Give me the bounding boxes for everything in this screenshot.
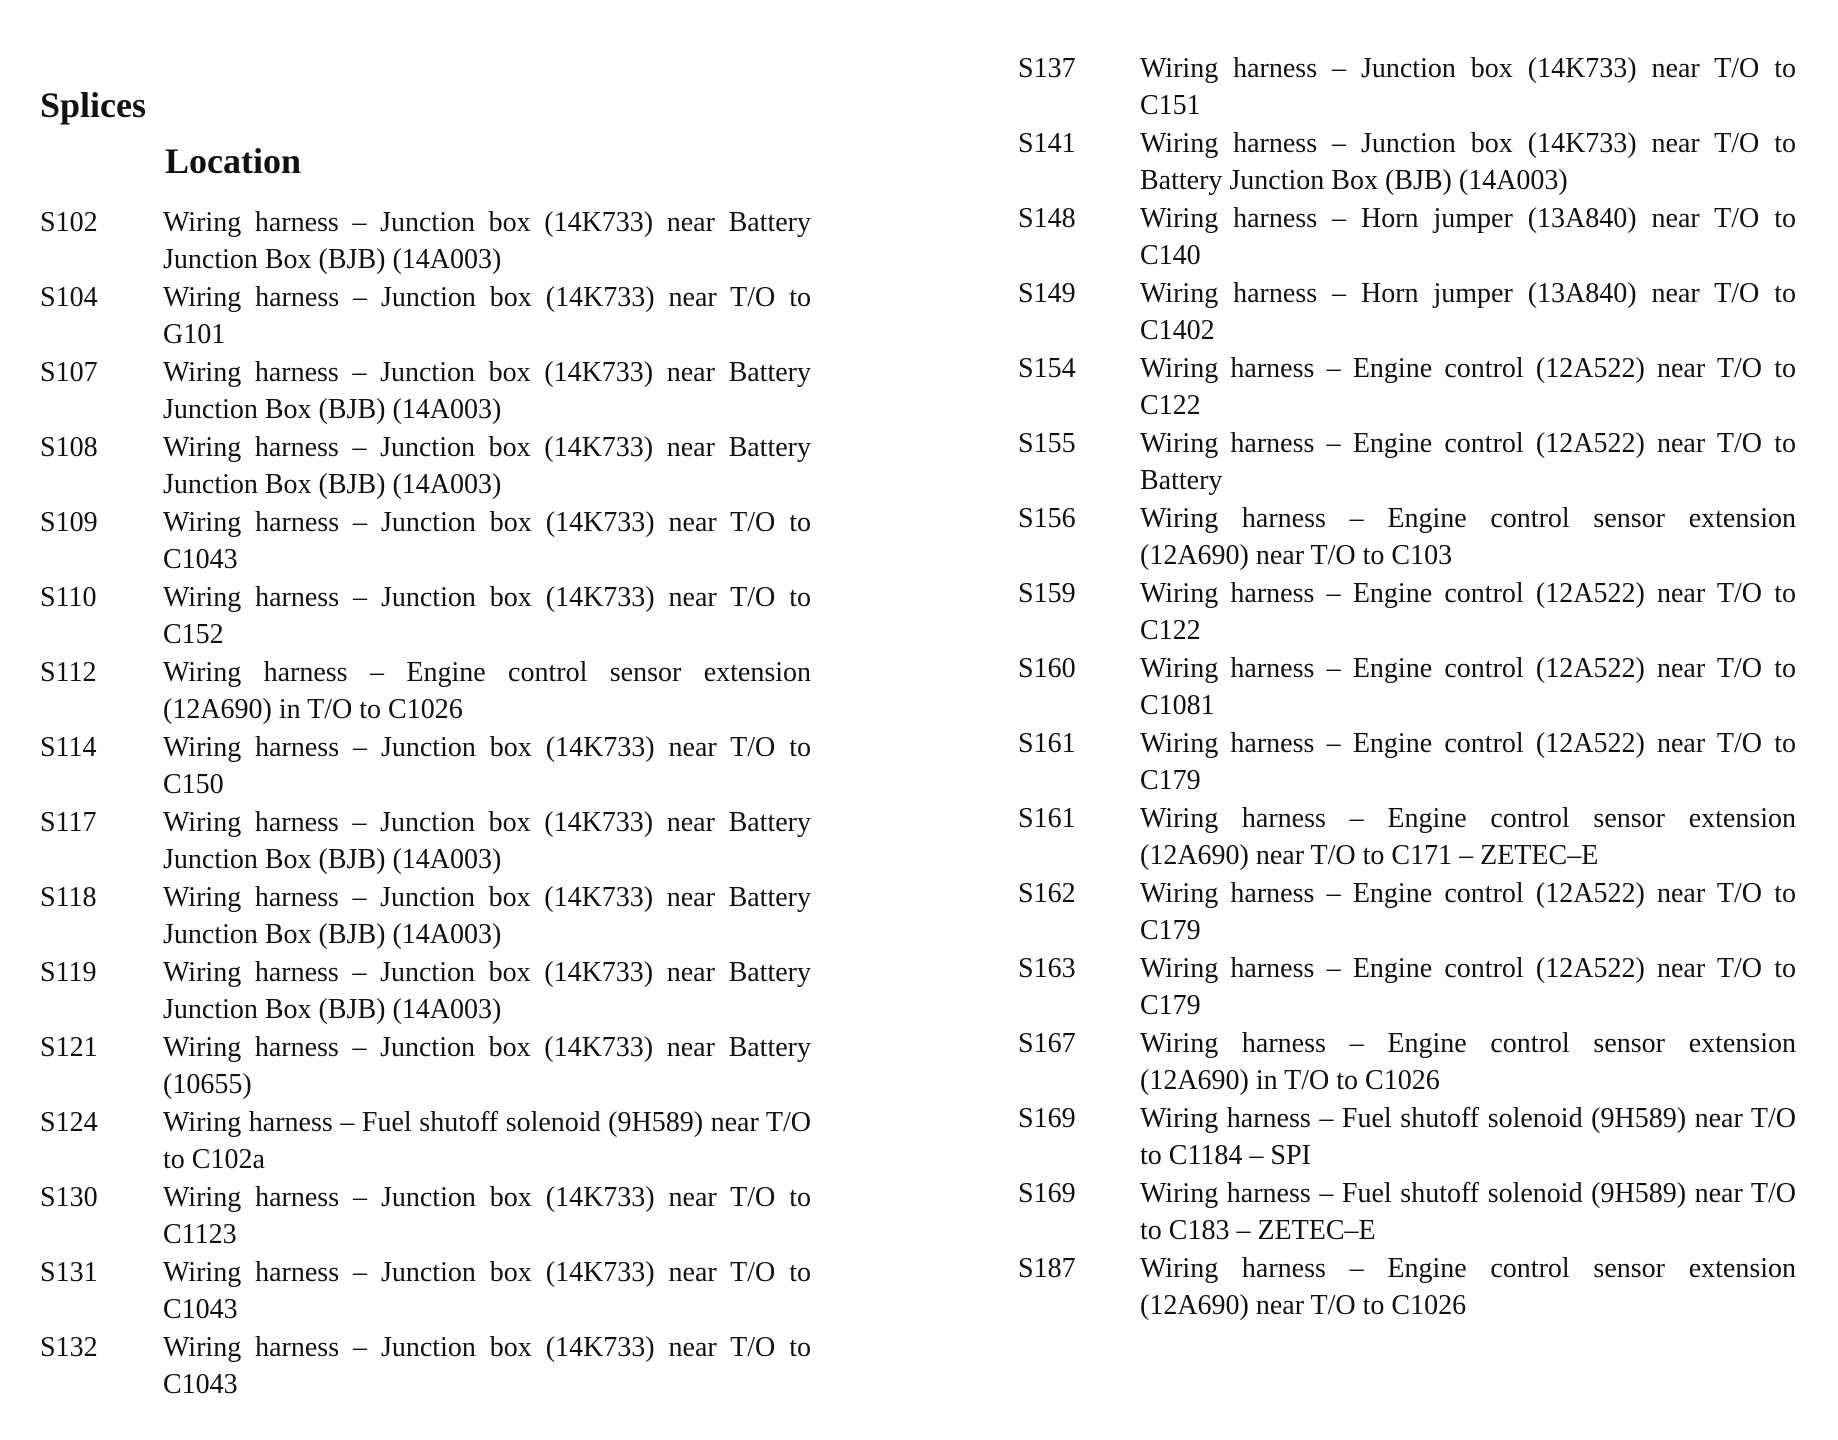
splice-location: Wiring harness – Engine control sensor extension (12A690) near T/O to C171 – ZETEC–E bbox=[1140, 803, 1796, 871]
splice-location: Wiring harness – Junction box (14K733) near Battery Junction Box (BJB) (14A003) bbox=[163, 882, 811, 950]
splice-entry bbox=[1018, 575, 1798, 650]
splice-location: Wiring harness – Junction box (14K733) near Battery (10655) bbox=[163, 1032, 811, 1100]
splice-location: Wiring harness – Engine control sensor extension (12A690) in T/O to C1026 bbox=[163, 657, 811, 725]
splice-entry bbox=[40, 1254, 860, 1329]
splice-entry bbox=[1018, 1175, 1798, 1250]
splice-code: S104 bbox=[40, 282, 98, 313]
splice-entry bbox=[1018, 1100, 1798, 1175]
splice-code: S112 bbox=[40, 657, 97, 688]
splice-code: S156 bbox=[1018, 503, 1076, 534]
left-splice-list bbox=[40, 204, 860, 1404]
splice-location: Wiring harness – Engine control (12A522) near T/O to C122 bbox=[1140, 353, 1796, 421]
splice-entry bbox=[40, 429, 860, 504]
splice-entry bbox=[1018, 875, 1798, 950]
splice-location: Wiring harness – Junction box (14K733) near T/O to G101 bbox=[163, 282, 811, 350]
splice-entry bbox=[40, 804, 860, 879]
splice-entry bbox=[40, 204, 860, 279]
splice-code: S169 bbox=[1018, 1103, 1076, 1134]
splice-location: Wiring harness – Junction box (14K733) near Battery Junction Box (BJB) (14A003) bbox=[163, 432, 811, 500]
splice-code: S169 bbox=[1018, 1178, 1076, 1209]
splice-location: Wiring harness – Horn jumper (13A840) near T/O to C140 bbox=[1140, 203, 1796, 271]
splice-location: Wiring harness – Junction box (14K733) near T/O to C1043 bbox=[163, 1332, 811, 1400]
splice-code: S161 bbox=[1018, 728, 1076, 759]
splice-location: Wiring harness – Engine control (12A522) near T/O to Battery bbox=[1140, 428, 1796, 496]
splice-code: S109 bbox=[40, 507, 98, 538]
splice-location: Wiring harness – Junction box (14K733) near T/O to C1043 bbox=[163, 1257, 811, 1325]
splice-location: Wiring harness – Junction box (14K733) near T/O to C152 bbox=[163, 582, 811, 650]
splice-entry bbox=[40, 729, 860, 804]
splice-entry bbox=[40, 954, 860, 1029]
splice-location: Wiring harness – Engine control (12A522) near T/O to C1081 bbox=[1140, 653, 1796, 721]
splice-entry bbox=[1018, 725, 1798, 800]
splice-location: Wiring harness – Engine control (12A522) near T/O to C122 bbox=[1140, 578, 1796, 646]
splice-location: Wiring harness – Engine control sensor extension (12A690) near T/O to C1026 bbox=[1140, 1253, 1796, 1321]
splice-entry bbox=[40, 1179, 860, 1254]
splice-entry bbox=[40, 654, 860, 729]
splice-entry bbox=[1018, 350, 1798, 425]
splice-entry bbox=[1018, 650, 1798, 725]
splice-code: S160 bbox=[1018, 653, 1076, 684]
splice-code: S107 bbox=[40, 357, 98, 388]
splice-entry bbox=[1018, 275, 1798, 350]
splice-location: Wiring harness – Engine control (12A522) near T/O to C179 bbox=[1140, 953, 1796, 1021]
section-heading: Splices bbox=[40, 85, 147, 125]
splice-entry bbox=[40, 504, 860, 579]
splice-entry bbox=[1018, 950, 1798, 1025]
splice-location: Wiring harness – Junction box (14K733) near T/O to Battery Junction Box (BJB) (14A003) bbox=[1140, 128, 1796, 196]
splice-entry bbox=[1018, 125, 1798, 200]
splice-code: S130 bbox=[40, 1182, 98, 1213]
splice-entry bbox=[1018, 50, 1798, 125]
splice-entry bbox=[40, 579, 860, 654]
splice-location: Wiring harness – Junction box (14K733) near Battery Junction Box (BJB) (14A003) bbox=[163, 357, 811, 425]
splice-code: S117 bbox=[40, 807, 97, 838]
splice-code: S161 bbox=[1018, 803, 1076, 834]
splice-code: S132 bbox=[40, 1332, 98, 1363]
splice-code: S137 bbox=[1018, 53, 1076, 84]
splice-entry bbox=[40, 1104, 860, 1179]
splice-location: Wiring harness – Junction box (14K733) near Battery Junction Box (BJB) (14A003) bbox=[163, 207, 811, 275]
splice-location: Wiring harness – Junction box (14K733) near Battery Junction Box (BJB) (14A003) bbox=[163, 807, 811, 875]
location-column-header: Location bbox=[165, 141, 302, 181]
splice-location: Wiring harness – Engine control (12A522) near T/O to C179 bbox=[1140, 728, 1796, 796]
splice-entry bbox=[40, 879, 860, 954]
splice-code: S119 bbox=[40, 957, 97, 988]
splice-code: S187 bbox=[1018, 1253, 1076, 1284]
splice-code: S131 bbox=[40, 1257, 98, 1288]
splice-entry bbox=[1018, 1025, 1798, 1100]
splice-entry bbox=[40, 1029, 860, 1104]
splice-code: S102 bbox=[40, 207, 98, 238]
splice-code: S114 bbox=[40, 732, 97, 763]
splice-code: S159 bbox=[1018, 578, 1076, 609]
splice-entry bbox=[1018, 425, 1798, 500]
splice-location: Wiring harness – Junction box (14K733) near T/O to C1043 bbox=[163, 507, 811, 575]
splice-location: Wiring harness – Junction box (14K733) near T/O to C1123 bbox=[163, 1182, 811, 1250]
splice-code: S118 bbox=[40, 882, 97, 913]
splice-code: S154 bbox=[1018, 353, 1076, 384]
splice-entry bbox=[1018, 800, 1798, 875]
right-splice-list bbox=[1018, 50, 1798, 1325]
splice-location: Wiring harness – Fuel shutoff solenoid (9H589) near T/O to C183 – ZETEC–E bbox=[1140, 1178, 1796, 1246]
splice-entry bbox=[1018, 1250, 1798, 1325]
splice-entry bbox=[40, 279, 860, 354]
splice-location: Wiring harness – Junction box (14K733) near T/O to C150 bbox=[163, 732, 811, 800]
splice-entry bbox=[40, 1329, 860, 1404]
splice-location: Wiring harness – Fuel shutoff solenoid (9H589) near T/O to C1184 – SPI bbox=[1140, 1103, 1796, 1171]
splice-location: Wiring harness – Fuel shutoff solenoid (9H589) near T/O to C102a bbox=[163, 1107, 811, 1175]
splice-code: S110 bbox=[40, 582, 97, 613]
splice-code: S155 bbox=[1018, 428, 1076, 459]
splice-code: S149 bbox=[1018, 278, 1076, 309]
splice-location: Wiring harness – Junction box (14K733) near Battery Junction Box (BJB) (14A003) bbox=[163, 957, 811, 1025]
splice-code: S141 bbox=[1018, 128, 1076, 159]
splice-code: S163 bbox=[1018, 953, 1076, 984]
splice-code: S148 bbox=[1018, 203, 1076, 234]
splice-entry bbox=[40, 354, 860, 429]
splice-location: Wiring harness – Junction box (14K733) near T/O to C151 bbox=[1140, 53, 1796, 121]
splice-entry bbox=[1018, 200, 1798, 275]
splice-location: Wiring harness – Engine control sensor extension (12A690) near T/O to C103 bbox=[1140, 503, 1796, 571]
splice-code: S124 bbox=[40, 1107, 98, 1138]
splice-code: S167 bbox=[1018, 1028, 1076, 1059]
splice-code: S121 bbox=[40, 1032, 98, 1063]
splice-location: Wiring harness – Horn jumper (13A840) near T/O to C1402 bbox=[1140, 278, 1796, 346]
splice-location: Wiring harness – Engine control (12A522) near T/O to C179 bbox=[1140, 878, 1796, 946]
splice-location: Wiring harness – Engine control sensor extension (12A690) in T/O to C1026 bbox=[1140, 1028, 1796, 1096]
splice-code: S108 bbox=[40, 432, 98, 463]
splice-entry bbox=[1018, 500, 1798, 575]
splice-code: S162 bbox=[1018, 878, 1076, 909]
